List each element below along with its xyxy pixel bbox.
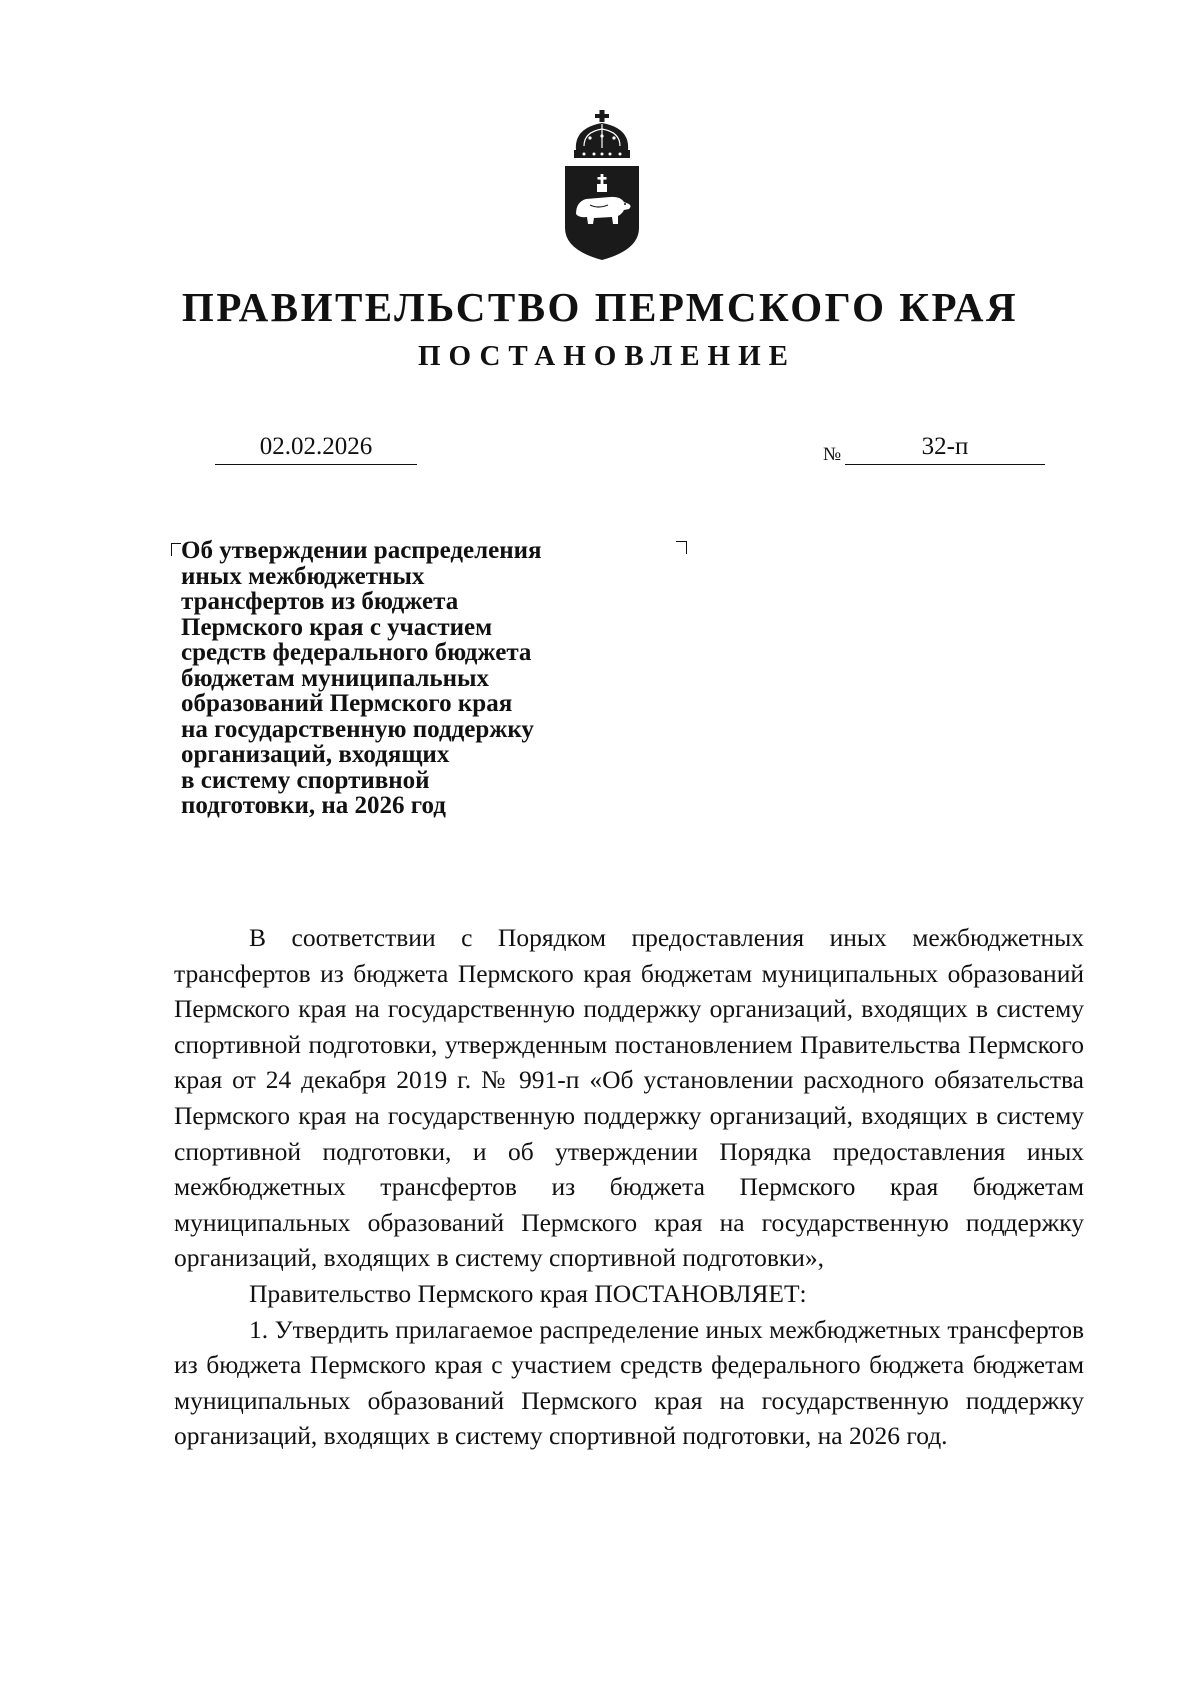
body-paragraph-resolution: Правительство Пермского края ПОСТАНОВЛЯЕТ: [249,1278,807,1308]
document-subject [181,538,601,819]
document-date: 02.02.2026 [215,430,417,465]
subject-line: организаций, входящих [181,741,450,768]
subject-line: Об утверждении распределения [181,537,542,564]
subject-line: подготовки, на 2026 год [181,792,446,819]
organization-title: ПРАВИТЕЛЬСТВО ПЕРМСКОГО КРАЯ [181,284,1019,330]
perm-krai-coat-of-arms-icon [562,110,642,260]
subject-bracket-left [171,543,181,556]
subject-line: иных межбюджетных [181,562,425,590]
number-sign: № [823,444,842,465]
document-number: 32-п [845,430,1045,465]
document-body [174,920,1084,1454]
subject-line: Пермского края с участием [181,613,493,641]
subject-line: в систему спортивной [181,766,430,794]
body-paragraph-item-1: 1. Утвердить прилагаемое распределение иных межбюджетных трансфертов из бюджета Пермского края с участием средств федерального бюджета бюджетам муниципальных образований Пермского края на государственную поддержку организаций, входящих в систему спортивной подготовки, на 2026 год. [174,1314,1084,1451]
subject-line: трансфертов из бюджета [181,588,459,615]
subject-line: образований Пермского края [181,690,513,717]
subject-bracket-right [676,541,687,554]
subject-line: бюджетам муниципальных [181,664,490,692]
body-paragraph-preamble: В соответствии с Порядком предоставления иных межбюджетных трансфертов из бюджета Пермского края бюджетам муниципальных образований Пермского края на государственную поддержку организаций, входящих в систему спортивной подготовки, утвержденным постановлением Правительства Пермского края от 24 декабря 2019 г. № 991-п «Об установлении расходного обязательства Пермского края на государственную поддержку организаций, входящих в систему спортивной подготовки, и об утверждении Порядка предоставления иных межбюджетных трансфертов из бюджета Пермского края бюджетам муниципальных образований Пермского края на государственную поддержку организаций, входящих в систему спортивной подготовки», [174,923,1084,1273]
subject-line: средств федерального бюджета [181,639,532,666]
document-type-heading: ПОСТАНОВЛЕНИЕ [417,340,796,372]
subject-line: на государственную поддержку [181,715,534,743]
